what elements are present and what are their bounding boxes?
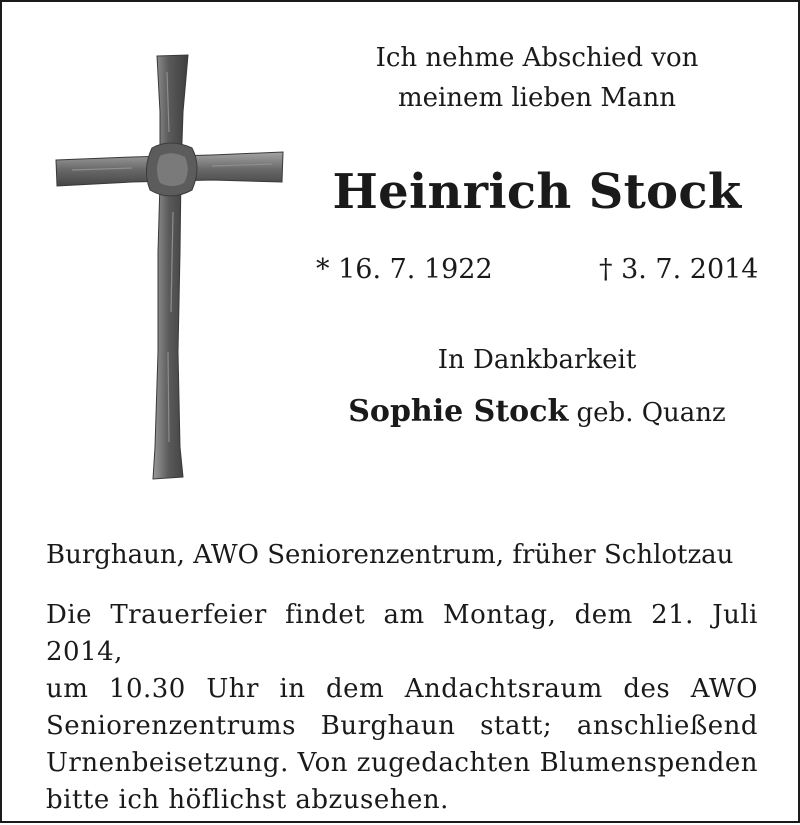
place-line: Burghaun, AWO Seniorenzentrum, früher Schlotzau bbox=[46, 540, 734, 570]
signer-name: Sophie Stock bbox=[348, 394, 569, 429]
body-line: Seniorenzentrums Burghaun statt; anschließend bbox=[46, 711, 758, 741]
death-date: † 3. 7. 2014 bbox=[599, 254, 759, 285]
body-line: bitte ich höflichst abzusehen. bbox=[46, 785, 449, 815]
birth-date: * 16. 7. 1922 bbox=[316, 254, 493, 285]
cross-icon bbox=[52, 52, 288, 480]
signer-maiden-name: geb. Quanz bbox=[576, 398, 726, 428]
deceased-name: Heinrich Stock bbox=[332, 164, 742, 220]
intro-line-1: Ich nehme Abschied von bbox=[375, 43, 699, 73]
intro-line-2: meinem lieben Mann bbox=[397, 83, 677, 113]
intro-text bbox=[332, 38, 742, 118]
gratitude-line: In Dankbarkeit bbox=[437, 345, 637, 375]
ceremony-details bbox=[46, 597, 758, 819]
body-line: Die Trauerfeier findet am Montag, dem 21. Juli 2014, bbox=[46, 600, 758, 667]
body-line: um 10.30 Uhr in dem Andachtsraum des AWO bbox=[46, 674, 758, 704]
body-line: Urnenbeisetzung. Von zugedachten Blumenspenden bbox=[46, 748, 758, 778]
signer bbox=[332, 394, 742, 429]
